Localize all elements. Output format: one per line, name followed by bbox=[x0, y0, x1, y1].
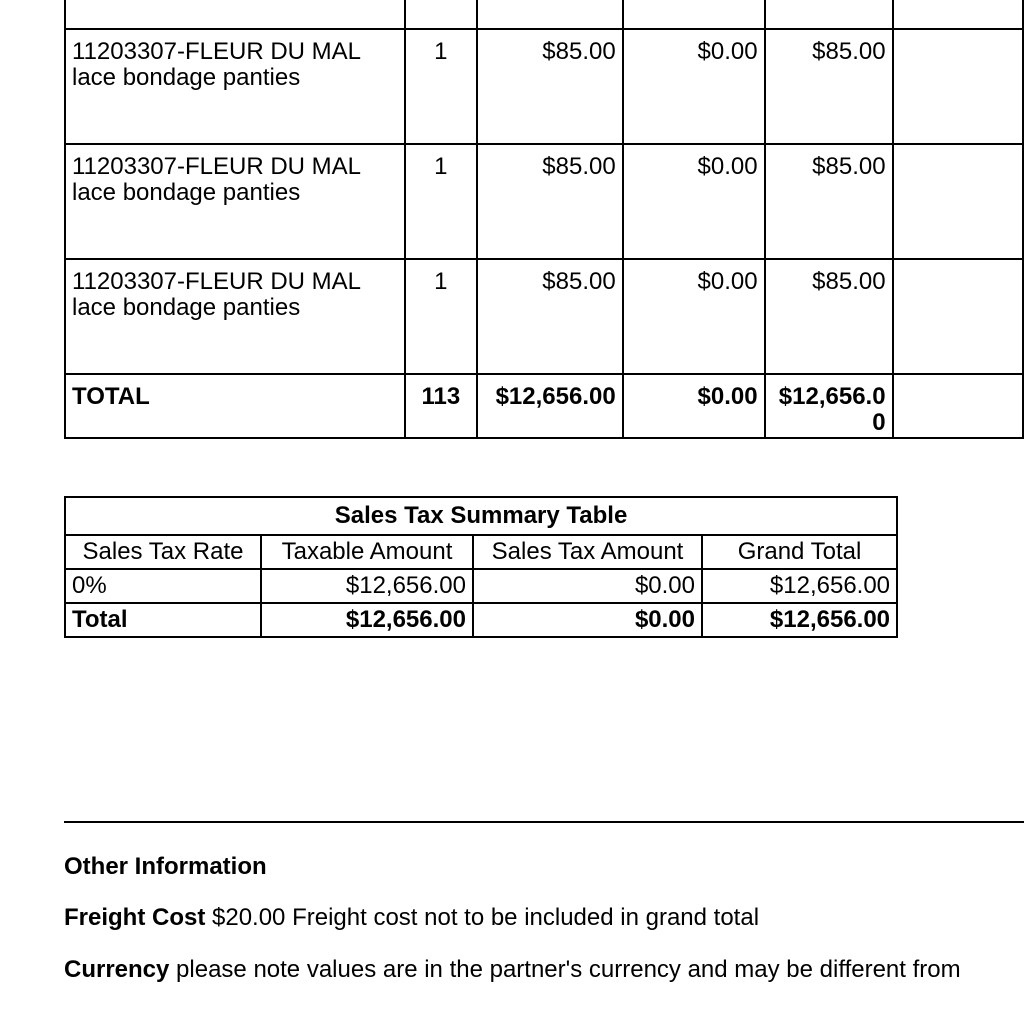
total-sales-tax-amount: $0.00 bbox=[473, 603, 702, 637]
freight-cost-line bbox=[64, 904, 759, 932]
item-quantity: 1 bbox=[405, 259, 477, 374]
total-quantity: 113 bbox=[405, 374, 477, 438]
item-description: 11203307-FLEUR DU MAL lace bondage panties bbox=[65, 259, 405, 374]
item-unit-price: $85.00 bbox=[477, 259, 623, 374]
column-header: Sales Tax Rate bbox=[65, 535, 261, 569]
total-amount: $12,656.00 bbox=[765, 374, 893, 438]
item-quantity: 1 bbox=[405, 144, 477, 259]
total-unit-price: $12,656.00 bbox=[477, 374, 623, 438]
tax-rate-cell: 0% bbox=[65, 569, 261, 603]
table-row bbox=[65, 569, 897, 603]
total-row bbox=[65, 374, 1023, 438]
table-row bbox=[65, 29, 1023, 144]
item-unit-price: $85.00 bbox=[477, 29, 623, 144]
item-unit-price: $85.00 bbox=[477, 144, 623, 259]
column-header: Sales Tax Amount bbox=[473, 535, 702, 569]
total-tax: $0.00 bbox=[623, 374, 765, 438]
item-tax: $0.00 bbox=[623, 259, 765, 374]
currency-line bbox=[64, 956, 961, 984]
sales-tax-summary-title: Sales Tax Summary Table bbox=[65, 497, 897, 535]
currency-label: Currency bbox=[64, 956, 170, 983]
item-amount: $85.00 bbox=[765, 144, 893, 259]
sales-tax-summary-table bbox=[64, 496, 898, 638]
total-grand-total: $12,656.00 bbox=[702, 603, 897, 637]
column-header: Taxable Amount bbox=[261, 535, 473, 569]
item-amount: $85.00 bbox=[765, 259, 893, 374]
total-row bbox=[65, 603, 897, 637]
total-label: Total bbox=[65, 603, 261, 637]
table-header-row bbox=[65, 535, 897, 569]
table-row bbox=[65, 144, 1023, 259]
table-row bbox=[65, 0, 1023, 29]
line-items-table bbox=[64, 0, 1024, 439]
item-description: 11203307-FLEUR DU MAL lace bondage panties bbox=[65, 29, 405, 144]
item-tax: $0.00 bbox=[623, 144, 765, 259]
sales-tax-amount-cell: $0.00 bbox=[473, 569, 702, 603]
section-divider bbox=[64, 821, 1024, 823]
column-header: Grand Total bbox=[702, 535, 897, 569]
total-taxable-amount: $12,656.00 bbox=[261, 603, 473, 637]
taxable-amount-cell: $12,656.00 bbox=[261, 569, 473, 603]
grand-total-cell: $12,656.00 bbox=[702, 569, 897, 603]
other-information-heading: Other Information bbox=[64, 853, 267, 880]
total-label: TOTAL bbox=[65, 374, 405, 438]
table-row bbox=[65, 259, 1023, 374]
currency-text: please note values are in the partner's currency and may be different from bbox=[176, 956, 961, 983]
item-tax: $0.00 bbox=[623, 29, 765, 144]
item-quantity: 1 bbox=[405, 29, 477, 144]
item-amount: $85.00 bbox=[765, 29, 893, 144]
item-description: 11203307-FLEUR DU MAL lace bondage panties bbox=[65, 144, 405, 259]
freight-cost-label: Freight Cost bbox=[64, 904, 206, 931]
freight-cost-text: $20.00 Freight cost not to be included in grand total bbox=[212, 904, 760, 931]
